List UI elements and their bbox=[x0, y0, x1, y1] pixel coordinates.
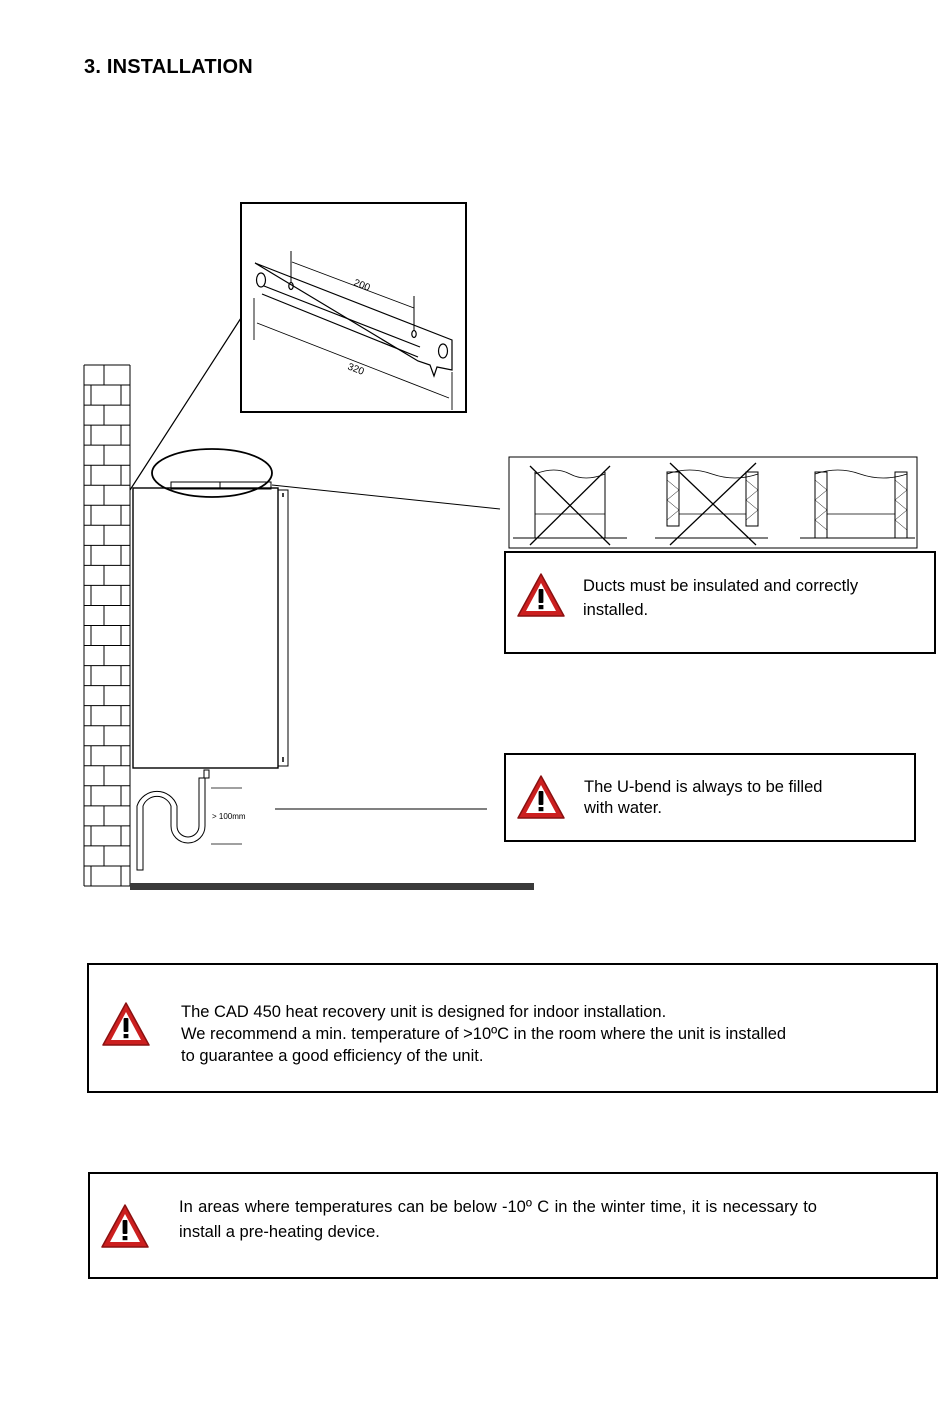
duct-example-correct bbox=[800, 470, 915, 538]
warning-box-ducts bbox=[504, 551, 936, 654]
warning-triangle-icon bbox=[516, 572, 566, 618]
floor bbox=[130, 883, 534, 890]
warning-text-indoor bbox=[181, 1001, 786, 1067]
warning-triangle-icon bbox=[100, 1203, 150, 1249]
warning-line: The CAD 450 heat recovery unit is designed for indoor installation. bbox=[181, 1003, 667, 1021]
bracket-dimension-200: 200 bbox=[351, 277, 372, 294]
duct-example-wrong-2 bbox=[655, 463, 768, 545]
u-bend-drain bbox=[137, 770, 487, 870]
page-title: 3. INSTALLATION bbox=[84, 56, 253, 78]
warning-text-preheat: In areas where temperatures can be below -10º C in the winter time, it is necessary to install a pre-heating device. bbox=[179, 1198, 817, 1241]
warning-triangle-icon bbox=[516, 774, 566, 820]
detail-zoom bbox=[130, 203, 466, 497]
warning-line: with water. bbox=[584, 799, 662, 817]
warning-triangle-icon bbox=[101, 1001, 151, 1047]
duct-example-wrong-1 bbox=[513, 466, 627, 545]
warning-box-indoor bbox=[87, 963, 938, 1093]
bracket-dimension-320: 320 bbox=[345, 361, 366, 378]
warning-line: We recommend a min. temperature of >10ºC in the room where the unit is installed bbox=[181, 1025, 787, 1043]
warning-line: The U-bend is always to be filled bbox=[584, 778, 823, 796]
warning-box-ubend bbox=[504, 753, 916, 842]
warning-text-ducts: Ducts must be insulated and correctly installed. bbox=[583, 577, 859, 619]
heat-recovery-unit bbox=[133, 482, 500, 768]
duct-installation-examples bbox=[509, 457, 917, 548]
mounting-bracket bbox=[254, 251, 452, 410]
ubend-height-label: > 100mm bbox=[212, 812, 246, 821]
brick-wall bbox=[84, 365, 130, 886]
warning-box-preheat bbox=[88, 1172, 938, 1279]
warning-text-ubend bbox=[584, 777, 822, 819]
warning-line: to guarantee a good efficiency of the unit. bbox=[181, 1047, 484, 1065]
